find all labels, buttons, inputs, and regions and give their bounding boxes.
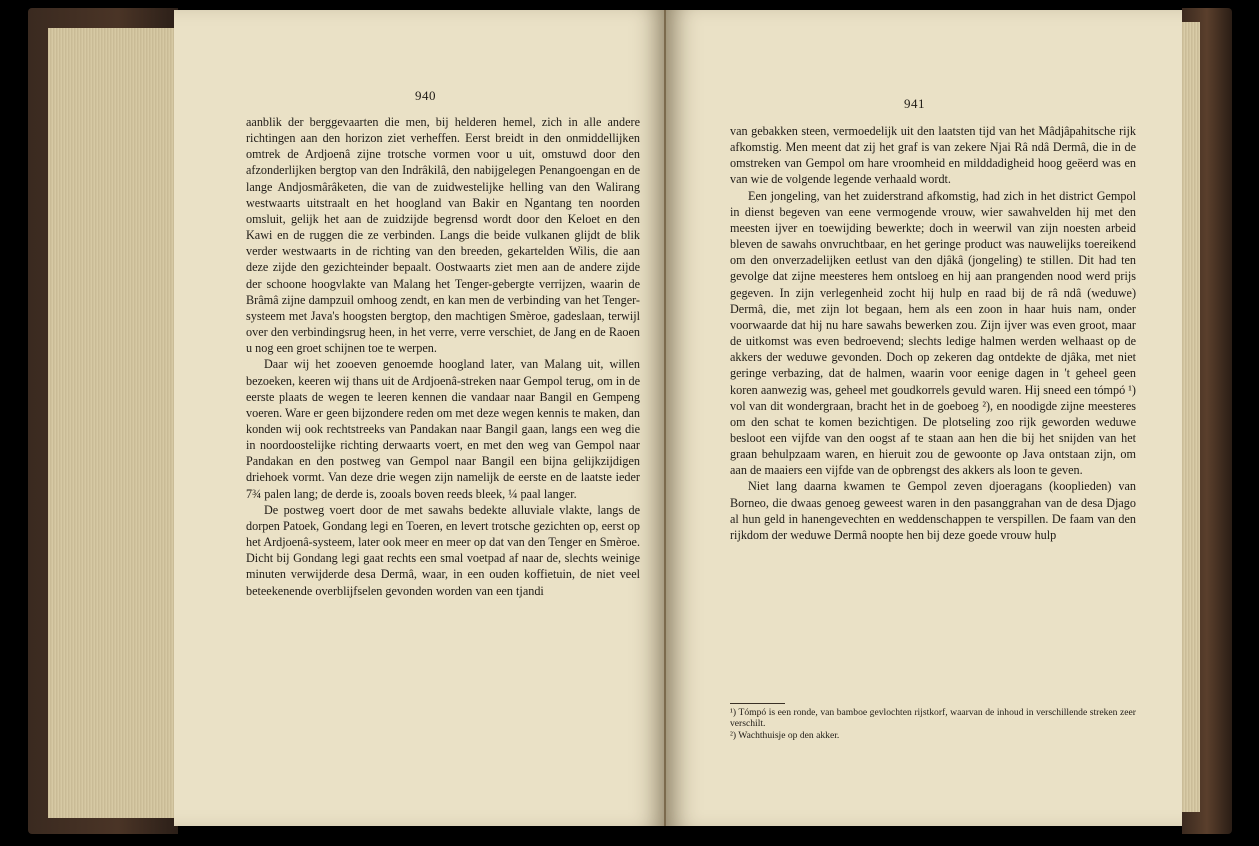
right-page	[666, 10, 1182, 826]
footnotes	[730, 707, 1136, 741]
paragraph: Een jongeling, van het zuiderstrand afkomstig, had zich in het district Gempol in dienst begeven van eene vermogende vrouw, wier sawahvelden hij met den meesten ijver en toewijding bewerkte; doch in weerwil van zijn noesten arbeid bleven de sawahs onvruchtbaar, en het geringe product was nauwelijks toereikend om den onverzadelijken eetlust van den djâkâ (jongeling) te stillen. Dit had ten gevolge dat zijne meesteres hem ontsloeg en hij aan prangenden nood werd prijs gegeven. In zijn verlegenheid zocht hij hulp en raad bij de râ ndâ (weduwe) Dermâ, die, met zijn lot begaan, hem als een zoon in haar huis nam, onder voorwaarde dat hij nu hare sawahs bewerken zou. Zijn ijver was even groot, maar de uitkomst was even bedroevend; slechts ledige halmen werden welhaast op de akkers der weduwe gevonden. Doch op zekeren dag ontdekte de djâka, met niet geringe verbazing, dat de halmen, waarin voor eenige dagen in 't geheel geen koren aanwezig was, geheel met goudkorrels gevuld waren. Hij sneed een tómpó ¹) vol van dit wondergraan, bracht het in de goeboeg ²), en noodigde zijne meesteres om den schat te komen bezichtigen. De plotseling zoo rijk geworden weduwe besloot een vijfde van den oogst af te staan aan hen die bij het snijden van het graan behulpzaam waren, en hieruit zou de gewoonte op Java ontstaan zijn, om aan de maaiers een vijfde van de opbrengst des akkers als loon te geven.	[730, 188, 1136, 478]
right-page-body	[730, 123, 1136, 543]
footnote: ¹) Tómpó is een ronde, van bamboe gevlochten rijstkorf, waarvan de inhoud in verschillende streken zeer verschilt.	[730, 707, 1136, 730]
paragraph: Niet lang daarna kwamen te Gempol zeven djoeragans (kooplieden) van Borneo, die dwaas genoeg geweest waren in den pasanggrahan van de desa Djago al hun geld in hanengevechten en weddenschappen te verspillen. De faam van den rijkdom der weduwe Dermâ noopte hen bij deze goede vrouw hulp	[730, 479, 1136, 542]
footnote: ²) Wachthuisje op den akker.	[730, 729, 840, 741]
paragraph: De postweg voert door de met sawahs bedekte alluviale vlakte, langs de dorpen Patoek, Gondang legi en Toeren, en levert trotsche gezichten op, eerst op het Ardjoenâ-systeem, later ook meer en meer op dat van den Tenger en Smèroe. Dicht bij Gondang legi gaat rechts een smal voetpad af naar de, slechts weinige minuten verwijderde desa Dermâ, waar, in een ouden koffietuin, de niet veel beteekenende overblijfselen gevonden worden van een tjandi	[246, 502, 640, 598]
page-edges-left	[48, 28, 178, 818]
page-number: 940	[415, 88, 436, 103]
left-page-body	[246, 114, 640, 599]
paragraph: van gebakken steen, vermoedelijk uit den laatsten tijd van het Mâdjâpahitsche rijk afkomstig. Men meent dat zij het graf is van zekere Njai Râ ndâ Dermâ, die in de omstreken van Gempol om hare vroomheid en milddadigheid hoog geëerd was en van wie de volgende legende verhaald wordt.	[730, 124, 1136, 187]
page-number: 941	[904, 96, 925, 111]
paragraph: Daar wij het zooeven genoemde hoogland later, van Malang uit, willen bezoeken, keeren wij thans uit de Ardjoenâ-streken naar Gempol terug, om in de eerste plaats de wegen te leeren kennen die vandaar naar Bangil en Gempeng voeren. Ware er geen bijzondere reden om met deze wegen kennis te maken, dan konden wij ook rechtstreeks van Pandakan naar Bangil gaan, langs een weg die in noordoostelijke richting derwaarts voert, en met den weg van Gempol naar Pandakan en den postweg van Gempol naar Bangil een bijna gelijkzijdigen driehoek vormt. Van deze drie wegen zijn namelijk de eerste en de laatste ieder 7¾ palen lang; de derde is, zooals boven reeds bleek, ¼ paal langer.	[246, 357, 640, 501]
paragraph: aanblik der berggevaarten die men, bij helderen hemel, zich in alle andere richtingen aan den horizon ziet verheffen. Eerst breidt in den onmiddellijken omtrek de Ardjoenâ zijne trotsche vormen voor u uit, omstuwd door den afzonderlijken bergtop van den Indrâkilâ, den nabijgelegen Penangoengan en de lange Andjosmârâketen, die van de zuidwestelijke helling van den Walirang westwaarts uitstraalt en het hoogland van Bakir en Ngantang ten noorden omsluit, gelijk het aan de zuidzijde begrensd wordt door den Keloet en den Kawi en de ruggen die ze verbinden. Langs die beide vulkanen glijdt de blik verder westwaarts in de richting van den breeden, gekartelden Wilis, die aan deze zijde den gezichteinder bepaalt. Oostwaarts ziet men aan de andere zijde der schoone hoogvlakte van Malang het Tenger-gebergte verrijzen, waarin de Brâmâ zijne dampzuil omhoog zendt, en kan men de verbinding van het Tenger-systeem met Java's hoogsten bergtop, den machtigen Smèroe, gadeslaan, terwijl over den verbindingsrug heen, in het verre, verre verschiet, de Jang en de Raoen u nog een groet schijnen toe te werpen.	[246, 115, 640, 356]
footnote-rule	[730, 703, 785, 704]
left-page	[174, 10, 666, 826]
